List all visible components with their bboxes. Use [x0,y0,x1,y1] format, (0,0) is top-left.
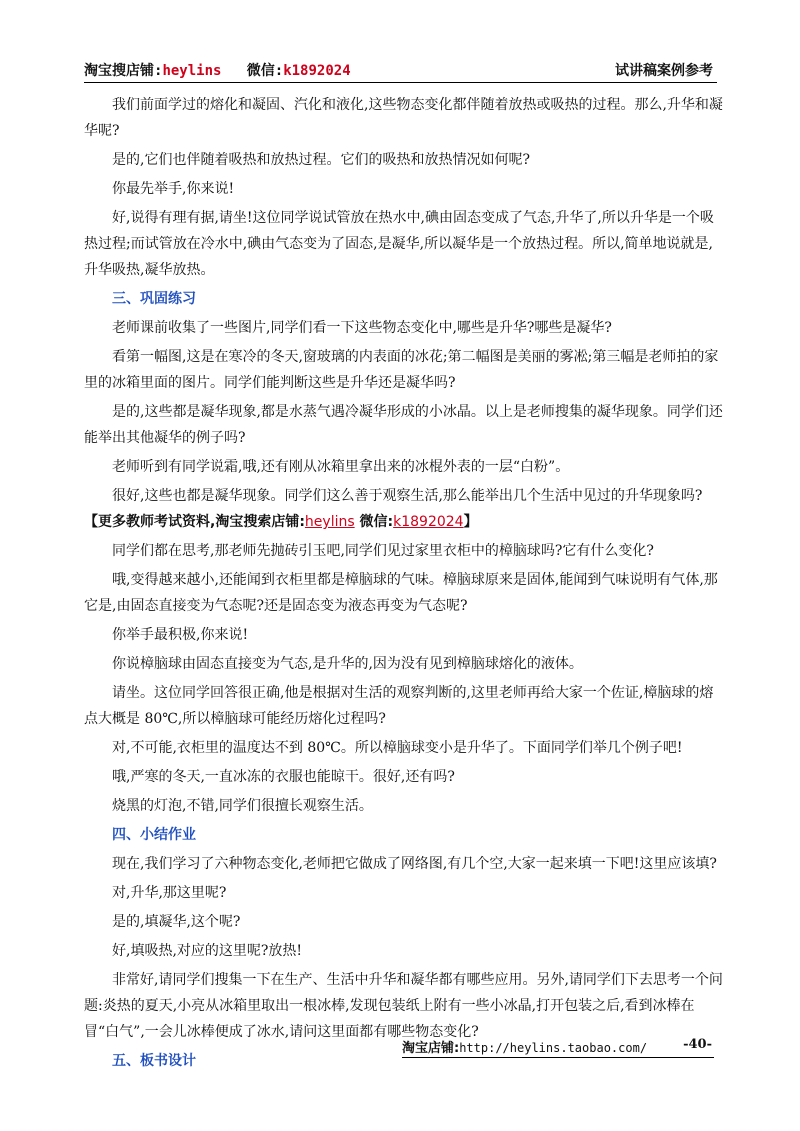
paragraph: 我们前面学过的熔化和凝固、汽化和液化,这些物态变化都伴随着放热或吸热的过程。那么,升华和凝华呢? [84,97,723,139]
paragraph: 老师听到有同学说霜,哦,还有刚从冰箱里拿出来的冰棍外表的一层“白粉”。 [112,459,570,475]
section-heading-4: 四、小结作业 [112,827,196,843]
paragraph: 是的,填凝华,这个呢? [112,914,241,930]
paragraph: 哦,变得越来越小,还能闻到衣柜里都是樟脑球的气味。樟脑球原来是固体,能闻到气味说明有气体,那它是,由固态直接变为气态呢?还是固态变为液态再变为气态呢? [84,572,718,614]
footer-shop-label: 淘宝店铺: [402,1041,460,1056]
paragraph: 同学们都在思考,那老师先抛砖引玉吧,同学们见过家里衣柜中的樟脑球吗?它有什么变化? [112,543,654,559]
header-wechat-id: k1892024 [283,63,351,79]
page-header [84,56,717,83]
paragraph: 老师课前收集了一些图片,同学们看一下这些物态变化中,哪些是升华?哪些是凝华? [112,320,612,336]
paragraph: 你最先举手,你来说! [112,181,235,197]
header-shop-label: 淘宝搜店铺: [84,63,163,79]
paragraph-text: 很好,这些也都是凝华现象。同学们这么善于观察生活,那么能举出几个生活中见过的升华现象吗? [112,488,703,504]
paragraph: 请坐。这位同学回答很正确,他是根据对生活的观察判断的,这里老师再给大家一个佐证,樟脑球的熔点大概是 80℃,所以樟脑球可能经历熔化过程吗? [84,685,714,727]
header-wechat-label: 微信: [246,63,284,79]
section-heading-3: 三、巩固练习 [112,291,196,307]
paragraph: 对,升华,那这里呢? [112,885,227,901]
paragraph: 你说樟脑球由固态直接变为气态,是升华的,因为没有见到樟脑球熔化的液体。 [112,656,583,672]
document-body [84,92,724,1077]
paragraph: 现在,我们学习了六种物态变化,老师把它做成了网络图,有几个空,大家一起来填一下吧!这里应该填? [112,856,717,872]
promo-prefix: 【更多教师考试资料,淘宝搜索店铺: [84,514,305,530]
paragraph: 哦,严寒的冬天,一直冰冻的衣服也能晾干。很好,还有吗? [112,769,455,785]
paragraph: 是的,它们也伴随着吸热和放热过程。它们的吸热和放热情况如何呢? [112,152,530,168]
section-heading-5: 五、板书设计 [112,1053,196,1069]
page-footer [402,1037,714,1058]
paragraph: 对,不可能,衣柜里的温度达不到 80℃。所以樟脑球变小是升华了。下面同学们举几个例子吧! [112,740,683,756]
paragraph-with-promo [84,483,724,535]
page-number: -40- [683,1037,712,1052]
paragraph: 烧黑的灯泡,不错,同学们很擅长观察生活。 [112,798,373,814]
promo-wechat-link[interactable]: k1892024 [393,514,464,530]
paragraph: 好,说得有理有据,请坐!这位同学说试管放在热水中,碘由固态变成了气态,升华了,所以升华是一个吸热过程;而试管放在冷水中,碘由气态变为了固态,是凝华,所以凝华是一个放热过程。所以,简单地说就是,升华吸热,凝华放热。 [84,210,714,278]
header-shop-info [84,60,351,80]
paragraph: 非常好,请同学们搜集一下在生产、生活中升华和凝华都有哪些应用。另外,请同学们下去思考一个问题:炎热的夏天,小亮从冰箱里取出一根冰棒,发现包装纸上附有一些小冰晶,打开包装之后,看到冰棒在冒“白气”,一会儿冰棒便成了冰水,请问这里面都有哪些物态变化? [84,972,723,1040]
promo-shop-link[interactable]: heylins [304,514,355,530]
promo-wechat-label: 微信: [354,514,394,530]
paragraph: 好,填吸热,对应的这里呢?放热! [112,943,303,959]
footer-shop-url[interactable]: http://heylins.taobao.com/ [459,1041,648,1055]
paragraph: 看第一幅图,这是在寒冷的冬天,窗玻璃的内表面的冰花;第二幅图是美丽的雾凇;第三幅是老师拍的家里的冰箱里面的图片。同学们能判断这些是升华还是凝华吗? [84,349,719,391]
promo-banner [84,514,478,530]
paragraph: 你举手最积极,你来说! [112,627,249,643]
promo-suffix: 】 [463,514,478,530]
header-shop-name: heylins [162,63,222,79]
header-title: 试讲稿案例参考 [615,63,713,79]
paragraph: 是的,这些都是凝华现象,都是水蒸气遇冷凝华形成的小冰晶。以上是老师搜集的凝华现象。同学们还能举出其他凝华的例子吗? [84,404,723,446]
